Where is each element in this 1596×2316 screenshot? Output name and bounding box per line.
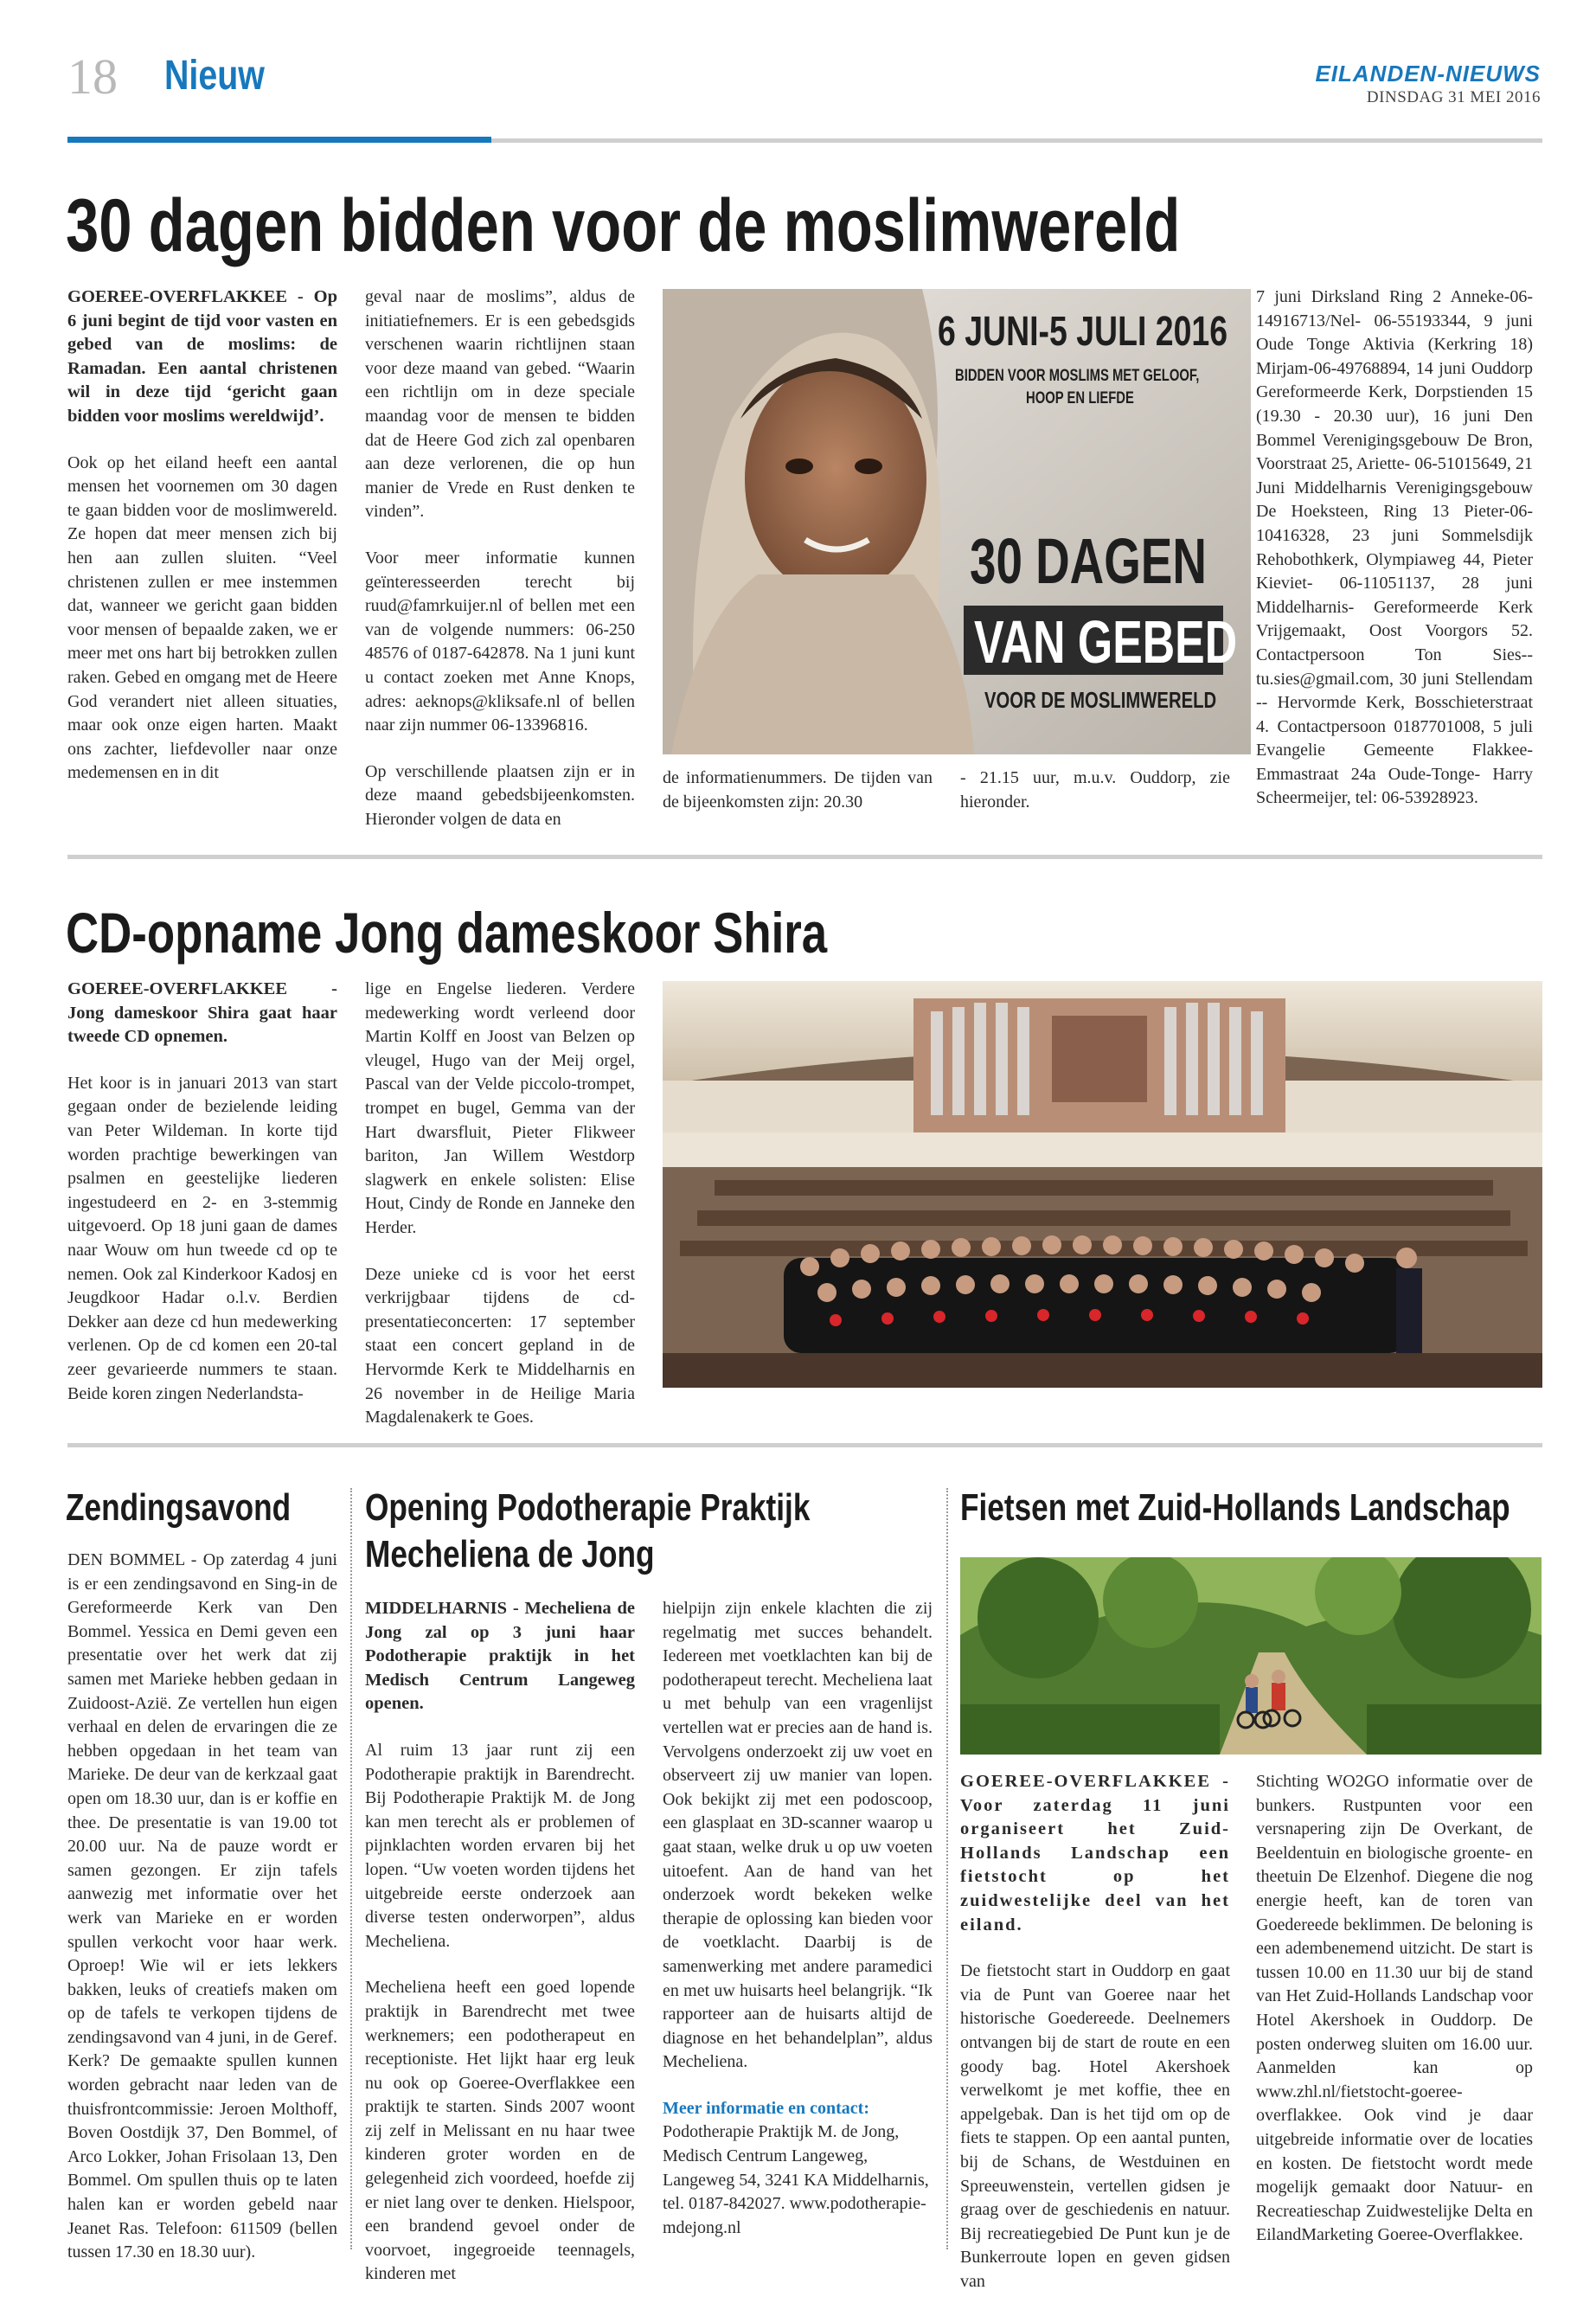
- article-5-paragraph: Stichting WO2GO informatie over de bunkers. Rustpunten voor een versnapering zijn De Overkant, de Beeldentuin en biologische groente- en theetuin De Elzenhof. Diegene die nog energie heeft, kan de toren van Goedereede beklimmen. De beloning is een adembenemend uitzicht. De start is tussen 10.00 en 11.30 uur bij de stand van Het Zuid-Hollands Landschap voor Hotel Akershoek in Ouddorp. De posten onderweg sluiten om 16.00 uur. Aanmelden kan op www.zhl.nl/fietstocht-goeree-overflakkee. Ook vind je daar uitgebreide informatie over de locaties en kosten. De fietstocht wordt mede mogelijk gemaakt door Natuur- en Recreatieschap Zuidwestelijke Delta en EilandMarketing Goeree-Overflakkee.: [1256, 1772, 1533, 2245]
- article-5-column-1: [960, 1770, 1230, 2316]
- article-4-paragraph: hielpijn zijn enkele klachten die zij regelmatig met succes behandelt. Iedereen met voetklachten kan bij de podotherapeut terecht. Mecheliena laat u met behulp van een vragenlijst vertellen wat er precies aan de hand is. Vervolgens onderzoekt zij uw voet en observeert zij uw manier van lopen. Ook bekijkt zij met een podoscoop, een glasplaat en 3D-scanner waarop u gaat staan, welke druk u op uw voeten uitoefent. Aan de hand van het onderzoek wordt bekeken welke therapie de oplossing kan bieden voor de voetklacht. Daarbij is de samenwerking met andere paramedici en met uw huisarts heel belangrijk. “Ik rapporteer aan de huisarts altijd de diagnose en het behandelplan”, aldus Mecheliena.: [663, 1599, 933, 2072]
- article-1-paragraph: Ook op het eiland heeft een aantal mensen het voornemen om 30 dagen te gaan bidden voor de moslimwereld. Ze hopen dat meer mensen zich bij hen aan zullen sluiten. “Veel christenen zullen er mee instemmen dat, wanneer we gericht gaan bidden voor mensen of bepaalde zaken, we er meer met ons hart bij betrokken zullen raken. Gebed en omgang met de Heere God verandert niet alleen situaties, maar ook onze eigen harten. Maakt ons zachter, liefdevoller naar onze medemensen en in dit: [67, 452, 337, 783]
- article-4-contact-body: Podotherapie Praktijk M. de Jong, Medisch Centrum Langeweg, Langeweg 54, 3241 KA Middelharnis, tel. 0187-842027. www.podotherapie-mdejong.nl: [663, 2122, 929, 2237]
- article-1-paragraph: geval naar de moslims”, aldus de initiatiefnemers. Er is een gebedsgids verschenen waarin richtlijnen staan voor deze maand van gebed. “Waarin een richtlijn om in deze speciale maandag voor de mensen te bidden dat de Heere God zich zal openbaren aan deze verlorenen, die op hun manier de Vrede en Rust denken te vinden”.: [365, 287, 635, 522]
- article-1-paragraph: Op verschillende plaatsen zijn er in deze maand gebedsbijeenkomsten. Hieronder volgen de data en: [365, 761, 635, 829]
- article-4-title-line-1: Opening Podotherapie Praktijk: [365, 1486, 811, 1529]
- cycling-photo: [960, 1557, 1542, 1755]
- article-1-column-3: de informatienummers. De tijden van de bijeenkomsten zijn: 20.30: [663, 768, 933, 812]
- poster-subtitle-line-2: HOOP EN LIEFDE: [1026, 389, 1134, 407]
- column-separator: [946, 1488, 948, 2249]
- poster-illustration: [663, 289, 1251, 754]
- article-4-column-1: [365, 1597, 635, 2309]
- section-divider: [67, 1443, 1542, 1447]
- article-2-column-1: [67, 978, 337, 1428]
- header-accent-bar: [67, 137, 491, 143]
- article-1-paragraph: Voor meer informatie kunnen geïnteresseerden terecht bij ruud@famrkuijer.nl of bellen met een van de volgende nummers: 06-250 48576 of 0187-642878. Na 1 juni kunt u contact zoeken met Anne Knops, adres: aeknops@kliksafe.nl of bellen naar zijn nummer 06-13396816.: [365, 548, 635, 735]
- article-5-title: Fietsen met Zuid-Hollands Landschap: [960, 1486, 1510, 1529]
- article-1-column-1: [67, 285, 337, 808]
- issue-date: DINSDAG 31 MEI 2016: [1366, 88, 1541, 106]
- poster-footer: VOOR DE MOSLIMWERELD: [984, 687, 1217, 713]
- article-4-paragraph: Al ruim 13 jaar runt zij een Podotherapie praktijk in Barendrecht. Bij Podotherapie Praktijk M. de Jong kan men terecht als er problemen of pijnklachten worden ervaren bij het lopen. “Uw voeten worden tijdens het uitgebreide eerste onderzoek aan diverse testen onderworpen”, aldus Mecheliena.: [365, 1740, 635, 1951]
- article-1-title: 30 dagen bidden voor de moslimwereld: [66, 184, 1181, 267]
- poster-subtitle-line-1: BIDDEN VOOR MOSLIMS MET GELOOF,: [955, 367, 1200, 385]
- poster-headline-2: VAN GEBED: [974, 608, 1238, 676]
- header-rule: [491, 138, 1542, 143]
- choir-illustration: [663, 981, 1542, 1388]
- article-4-column-2: [663, 1597, 933, 2240]
- article-1-lead: GOEREE-OVERFLAKKEE - Op 6 juni begint de tijd voor vasten en gebed van de moslims: de Ramadan. Een aantal christenen wil in deze tijd ‘gericht gaan bidden voor moslims wereldwijd’.: [67, 287, 337, 426]
- choir-photo: [663, 981, 1542, 1388]
- article-3-title: Zendingsavond: [66, 1486, 292, 1529]
- article-2-paragraph: lige en Engelse liederen. Verdere medewerking wordt verleend door Martin Kolff en Joost van Belzen op vleugel, Hugo van der Meij orgel, Pascal van der Velde piccolo-trompet, trompet en bugel, Gemma van der Hart dwarsfluit, Pieter Flikweer bariton, Jan Willem Westdorp slagwerk en enkele solisten: Elise Hout, Cindy de Ronde en Janneke den Herder.: [365, 979, 635, 1237]
- article-4-lead: MIDDELHARNIS - Mecheliena de Jong zal op 3 juni haar Podotherapie praktijk in het Medisch Centrum Langeweg openen.: [365, 1599, 635, 1714]
- article-2-title: CD-opname Jong dameskoor Shira: [66, 901, 828, 965]
- article-1-column-2: [365, 285, 635, 854]
- column-separator: [350, 1488, 352, 2249]
- section-divider: [67, 855, 1542, 859]
- article-1-column-4: - 21.15 uur, m.u.v. Ouddorp, zie hieronder.: [960, 768, 1230, 812]
- article-3-body: DEN BOMMEL - Op zaterdag 4 juni is er een zendingsavond en Sing-in de Gereformeerde Kerk van Den Bommel. Yessica en Demi geven een presentatie over het werk dat zij samen met Marieke hebben gedaan in Zuidoost-Azië. Ze vertellen hun eigen verhaal en delen de ervaringen die ze hebben opgedaan in het team van Marieke. De deur van de kerkzaal gaat open om 18.30 uur, dan is er koffie en thee. De presentatie is van 19.00 tot 20.00 uur. Na de pauze wordt er samen gezongen. Er zijn tafels aanwezig met informatie over het werk van Marieke en er worden spullen verkocht voor haar werk. Oproep! Wie wil er iets lekkers bakken, leuks of creatiefs maken om op de tafels te verkopen tijdens de zendingsavond van 4 juni, in de Geref. Kerk? De gemaakte spullen kunnen worden gebracht naar leden van de thuisfrontcommissie: Jeroen Molthoff, Boven Oostdijk 37, Den Bommel, of Arco Lokker, Johan Frisolaan 13, Den Bommel. Om spullen thuis op te laten halen kan er worden gebeld naar Jeanet Ras. Telefoon: 611509 (bellen tussen 17.30 en 18.30 uur).: [67, 1550, 337, 2262]
- ramadan-prayer-poster: [663, 289, 1251, 754]
- article-4-title-line-2: Mecheliena de Jong: [365, 1533, 655, 1575]
- newspaper-logo: EILANDEN-NIEUWS: [1315, 61, 1541, 87]
- poster-dates: 6 JUNI-5 JULI 2016: [938, 309, 1228, 355]
- article-2-column-2: [365, 978, 635, 1453]
- article-5-column-2: [1256, 1770, 1533, 2270]
- article-2-paragraph: Deze unieke cd is voor het eerst verkrijgbaar tijdens de cd-presentatieconcerten: 17 september staat een concert gepland in de Hervormde Kerk te Middelharnis en 26 november in de Heilige Maria Magdalenakerk te Goes.: [365, 1264, 635, 1427]
- article-2-lead: GOEREE-OVERFLAKKEE - Jong dameskoor Shira gaat haar tweede CD opnemen.: [67, 979, 337, 1047]
- poster-headline-1: 30 DAGEN: [970, 525, 1207, 597]
- article-5-paragraph: De fietstocht start in Ouddorp en gaat via de Punt van Goeree naar het historische Goedereede. Deelnemers ontvangen bij de start de route en een goody bag. Hotel Akershoek verwelkomt je met koffie, thee en appelgebak. Dan is het tijd om op de fiets te stappen. Op een aantal punten, bij de Schans, de Westduinen en Spreeuwenstein, vertellen gidsen je graag over de geschiedenis en natuur. Bij recreatiegebied De Punt kun je de Bunkerroute lopen en geven gidsen van: [960, 1961, 1230, 2291]
- article-1-column-5: 7 juni Dirksland Ring 2 Anneke-06-14916713/Nel- 06-55193344, 9 juni Oude Tonge Aktivia (Kerkring 18) Mirjam-06-49768894, 14 juni Ouddorp Gereformeerde Kerk, Dorpstienden 15 (19.30 - 20.30 uur), 16 juni Den Bommel Verenigingsgebouw De Bron, Voorstraat 25, Ariette- 06-51015649, 21 Juni Middelharnis Verenigingsgebouw De Hoeksteen, Ring 13 Pieter-06-10416328, 23 juni Sommelsdijk Rehobothkerk, Olympiaweg 44, Pieter Kieviet- 06-11051137, 28 juni Middelharnis- Gereformeerde Kerk Vrijgemaakt, Oost Voorgors 52. Contactpersoon Ton Sies-- tu.sies@gmail.com, 30 juni Stellendam -- Hervormde Kerk, Bosschieterstraat 4. Contactpersoon 0187701008, 5 juli Evangelie Gemeente Flakkee- Emmastraat 24a Oude-Tonge- Harry Scheermeijer, tel: 06-53928923.: [1256, 287, 1533, 808]
- cycling-illustration: [960, 1557, 1542, 1755]
- article-4-paragraph: Mecheliena heeft een goed lopende praktijk in Barendrecht met twee werknemers; een podotherapeut en receptioniste. Het lijkt haar erg leuk nu ook op Goeree-Overflakkee een praktijk te starten. Sinds 2007 woont zij zelf in Melissant en nu haar twee kinderen groter worden en de gelegenheid zich voordeed, hoefde zij er niet lang over te denken. Hielspoor, een brandend gevoel onder de voorvoet, ingegroeide teennagels, kinderen met: [365, 1978, 635, 2284]
- section-title: Nieuw: [164, 53, 265, 99]
- article-4-contact-heading: Meer informatie en contact:: [663, 2098, 869, 2118]
- article-5-lead: GOEREE-OVERFLAKKEE - Voor zaterdag 11 juni organiseert het Zuid-Hollands Landschap een fietstocht op het zuidwestelijke deel van het eiland.: [960, 1772, 1230, 1934]
- page-number: 18: [67, 48, 118, 105]
- article-2-paragraph: Het koor is in januari 2013 van start gegaan onder de bezielende leiding van Peter Wildeman. In korte tijd worden prachtige bewerkingen van psalmen en geestelijke liederen ingestudeerd en 2- en 3-stemmig uitgevoerd. Op 18 juni gaan de dames naar Wouw om hun tweede cd op te nemen. Ook zal Kinderkoor Kadosj en Jeugdkoor Hadar o.l.v. Berdien Dekker aan deze cd hun medewerking verlenen. Op de cd komen een 20-tal zeer gevarieerde nummers te staan. Beide koren zingen Nederlandsta-: [67, 1073, 337, 1403]
